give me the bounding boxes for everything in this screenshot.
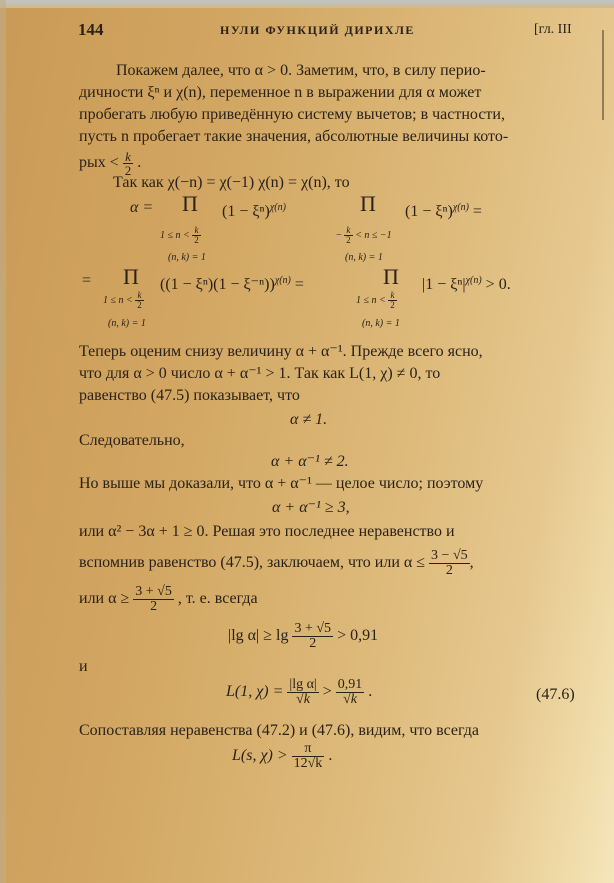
- denominator: 2: [346, 235, 351, 245]
- minus: −: [336, 229, 342, 241]
- fraction: [388, 291, 397, 310]
- equals: =: [294, 276, 304, 293]
- paragraph-line: [79, 585, 258, 614]
- page-number: 144: [78, 20, 104, 39]
- equals: =: [472, 203, 482, 220]
- formula-rhs: > 0,91: [337, 627, 379, 645]
- formula-factor: [160, 270, 304, 295]
- denominator: √k: [343, 692, 357, 707]
- formula-lhs: L(s, χ) >: [232, 747, 288, 765]
- denominator: 2: [390, 300, 395, 310]
- paragraph-line: Но выше мы доказали, что α + α⁻¹ — целое число; поэтому: [79, 475, 484, 492]
- product-condition: (n, k) = 1: [345, 252, 383, 263]
- numerator: k: [344, 226, 353, 236]
- denominator: √k: [296, 692, 311, 707]
- product-condition: (n, k) = 1: [362, 318, 400, 329]
- fraction: [287, 678, 318, 707]
- fraction: [292, 622, 333, 651]
- equation-number: (47.6): [536, 686, 575, 703]
- product-symbol: Π: [123, 264, 139, 289]
- paragraph-line: что для α > 0 число α + α⁻¹ > 1. Так как L(1, χ) ≠ 0, то: [79, 365, 441, 382]
- fraction: [292, 742, 325, 771]
- paragraph-line: равенство (47.5) показывает, что: [79, 387, 300, 404]
- paragraph-line: дичности ξⁿ и χ(n), переменное n в выражении для α может: [79, 84, 482, 101]
- denominator: 2: [309, 636, 317, 651]
- formula-tail: > 0.: [485, 276, 511, 293]
- paragraph-line: вспомнив равенство (47.5), заключаем, что или α ≤ $\frac{3 - √5}{2}$ ,: [79, 548, 474, 578]
- paragraph-line: Так как χ(−n) = χ(−1) χ(n) = χ(n), то: [113, 174, 350, 191]
- fraction: [429, 549, 470, 578]
- product-symbol: Π: [360, 191, 376, 216]
- text: рых <: [79, 154, 119, 172]
- numerator: 3 + √5: [135, 584, 172, 599]
- numerator: k: [135, 291, 144, 301]
- fraction: [192, 226, 201, 245]
- denominator: 2: [124, 163, 132, 178]
- exponent: χ(n): [269, 202, 286, 213]
- fraction: [135, 291, 144, 310]
- formula-alpha-product: [130, 197, 153, 218]
- fraction: [133, 585, 174, 614]
- formula-factor: [222, 197, 286, 222]
- numerator: 0,91: [337, 677, 363, 692]
- formula-Ls: [232, 742, 332, 771]
- factor: |1 − ξⁿ|: [422, 276, 466, 293]
- text: вспомнив равенство (47.5), заключаем, что или α ≤: [79, 554, 426, 572]
- formula-sum-ne-2: α + α⁻¹ ≠ 2.: [271, 453, 349, 470]
- text: , т. е. всегда: [177, 590, 258, 608]
- product-range: [103, 291, 144, 310]
- product-range: [160, 226, 201, 245]
- paragraph-line: пусть n пробегает такие значения, абсолютные величины кото-: [79, 128, 509, 145]
- period: .: [328, 747, 333, 765]
- paragraph-line: или α² − 3α + 1 ≥ 0. Решая это последнее неравенство и: [79, 523, 455, 540]
- exponent: χ(n): [452, 202, 469, 213]
- product-symbol: Π: [383, 264, 399, 289]
- denominator: 12√k: [293, 756, 323, 771]
- factor: (1 − ξⁿ): [405, 203, 453, 220]
- formula-sum-ge-3: α + α⁻¹ ≥ 3,: [272, 499, 350, 516]
- numerator: π: [292, 742, 325, 757]
- paragraph-line: и: [79, 658, 88, 675]
- operator: >: [322, 683, 332, 701]
- equals: =: [82, 272, 92, 289]
- paragraph-line: Покажем далее, что α > 0. Заметим, что, в силу перио-: [116, 62, 486, 79]
- denominator: 2: [194, 235, 199, 245]
- formula-factor: [422, 270, 511, 295]
- denominator: 2: [445, 563, 453, 578]
- range-text: 1 ≤ n <: [356, 294, 386, 306]
- fraction: [336, 678, 365, 707]
- paragraph-line: пробегать любую приведённую систему вычетов; в частности,: [79, 106, 505, 123]
- exponent: χ(n): [465, 275, 482, 286]
- running-title: НУЛИ ФУНКЦИЙ ДИРИХЛЕ: [220, 23, 415, 37]
- product-range: [336, 226, 392, 245]
- formula-lhs: L(1, χ) =: [226, 683, 284, 701]
- formula-L1: [226, 678, 372, 707]
- numerator: 3 + √5: [294, 621, 332, 636]
- factor: ((1 − ξⁿ)(1 − ξ⁻ⁿ)): [160, 276, 275, 293]
- factor: (1 − ξⁿ): [222, 203, 270, 220]
- numerator: k: [192, 226, 201, 236]
- text: или α ≥: [79, 590, 130, 608]
- chapter-label: [гл. III: [534, 22, 572, 37]
- denominator: 2: [137, 300, 142, 310]
- numerator: 3 − √5: [431, 548, 468, 563]
- numerator: |lg α|: [289, 677, 317, 692]
- denominator: 2: [150, 599, 158, 614]
- fraction: [344, 226, 353, 245]
- paragraph-line: Следовательно,: [79, 432, 185, 449]
- formula-lhs: |lg α| ≥ lg: [228, 627, 289, 645]
- range-text: 1 ≤ n <: [103, 294, 133, 306]
- product-range: [356, 291, 397, 310]
- range-text: < n ≤ −1: [355, 229, 392, 241]
- numerator: k: [388, 291, 397, 301]
- numerator: k: [125, 149, 131, 164]
- product-symbol: Π: [182, 191, 198, 216]
- range-text: 1 ≤ n <: [160, 229, 190, 241]
- formula-alpha-ne-1: α ≠ 1.: [290, 411, 328, 428]
- formula-factor: [405, 197, 482, 222]
- formula-lg-bound: [228, 622, 378, 651]
- product-condition: (n, k) = 1: [168, 252, 206, 263]
- paragraph-line: Сопоставляя неравенства (47.2) и (47.6), видим, что всегда: [79, 722, 480, 739]
- paragraph-line: рых < $\frac{k}{2}$ .: [79, 149, 142, 178]
- exponent: χ(n): [274, 275, 291, 286]
- product-condition: (n, k) = 1: [108, 318, 146, 329]
- period: .: [368, 683, 373, 701]
- formula-lhs: α =: [130, 199, 154, 216]
- paragraph-line: Теперь оценим снизу величину α + α⁻¹. Прежде всего ясно,: [79, 343, 483, 360]
